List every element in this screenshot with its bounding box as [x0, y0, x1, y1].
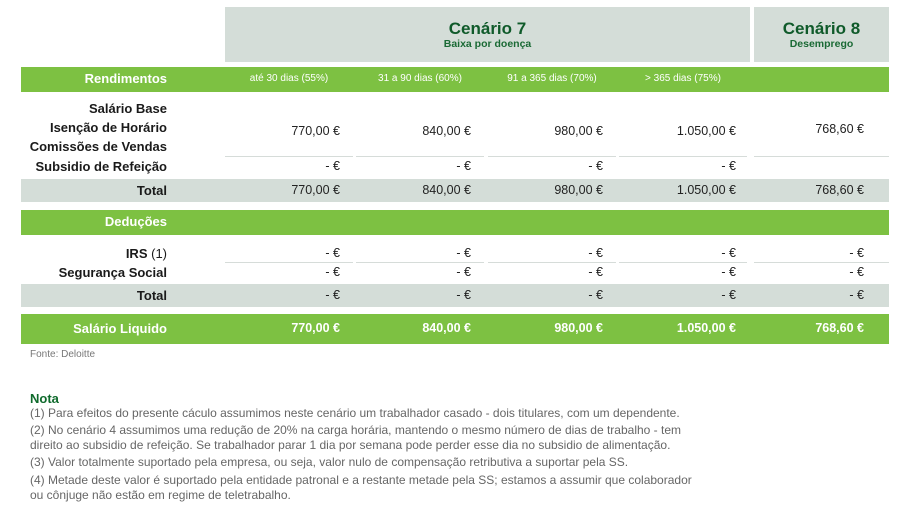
deducoes-label: Deduções [104, 214, 167, 229]
main-value-2: 840,00 € [422, 124, 471, 138]
separator [619, 262, 747, 263]
rendimentos-total-4: 1.050,00 € [676, 183, 736, 197]
source-note: Fonte: Deloitte [30, 349, 96, 360]
ss-value-1: - € [325, 265, 340, 279]
rendimentos-total-2: 840,00 € [422, 183, 471, 197]
deducoes-total-label: Total [136, 288, 167, 303]
label-subsidio-refeicao: Subsidio de Refeição [35, 159, 167, 174]
ss-value-3: - € [588, 265, 603, 279]
note-line: (3) Valor totalmente suportado pela empresa, ou seja, valor nulo de compensação retributiva a suportar pela SS. [30, 455, 629, 469]
irs-note-ref: (1) [151, 246, 167, 261]
rendimentos-label: Rendimentos [84, 71, 167, 86]
separator [225, 262, 353, 263]
column-header-1: até 30 dias (55%) [249, 73, 329, 84]
deducoes-total-3: - € [588, 288, 603, 302]
subsidio-value-1: - € [325, 159, 340, 173]
column-header-2: 31 a 90 dias (60%) [378, 73, 462, 84]
separator [356, 262, 484, 263]
liquido-value-4: 1.050,00 € [676, 321, 736, 335]
ss-value-2: - € [456, 265, 471, 279]
label-salario-base: Salário Base [88, 101, 167, 116]
separator [754, 262, 889, 263]
separator [356, 156, 484, 157]
rendimentos-row-labels [21, 99, 167, 156]
note-line: (2) No cenário 4 assumimos uma redução de 20% na carga horária, mantendo o mesmo número de dias de trabalho - tem [30, 423, 682, 437]
main-value-1: 770,00 € [291, 124, 340, 138]
main-value-5: 768,60 € [815, 122, 864, 136]
label-irs [21, 244, 167, 263]
separator [619, 156, 747, 157]
liquido-value-1: 770,00 € [291, 321, 340, 335]
irs-label: IRS [125, 246, 148, 261]
deducoes-total-1: - € [325, 288, 340, 302]
rendimentos-total-5: 768,60 € [815, 183, 864, 197]
note-line: ou cônjuge não estão em regime de teletrabalho. [30, 488, 291, 502]
deducoes-total-2: - € [456, 288, 471, 302]
note-line: (4) Metade deste valor é suportado pela entidade patronal e a restante metade pela SS; estamos a assumir que colaborador [30, 473, 692, 487]
subsidio-value-4: - € [721, 159, 736, 173]
scenario-8-header [754, 7, 889, 62]
deducoes-total-4: - € [721, 288, 736, 302]
irs-value-3: - € [588, 246, 603, 260]
liquido-value-3: 980,00 € [554, 321, 603, 335]
ss-value-5: - € [849, 265, 864, 279]
scenario-8-subtitle: Desemprego [789, 38, 854, 50]
note-line: (1) Para efeitos do presente cáculo assumimos neste cenário um trabalhador casado - dois titulares, com um dependente. [30, 406, 680, 420]
rendimentos-total-label: Total [136, 183, 167, 198]
label-seguranca-social: Segurança Social [58, 265, 167, 280]
separator [754, 156, 889, 157]
scenario-8-title: Cenário 8 [782, 19, 861, 38]
subsidio-value-3: - € [588, 159, 603, 173]
subsidio-value-2: - € [456, 159, 471, 173]
separator [488, 262, 616, 263]
separator [225, 156, 353, 157]
label-comissoes-vendas: Comissões de Vendas [29, 139, 167, 154]
scenario-7-subtitle: Baixa por doença [443, 38, 532, 50]
label-isencao-horario: Isenção de Horário [49, 120, 167, 135]
column-header-3: 91 a 365 dias (70%) [507, 73, 597, 84]
notes-section [30, 391, 770, 503]
scenario-7-header [225, 7, 750, 62]
separator [488, 156, 616, 157]
liquido-value-2: 840,00 € [422, 321, 471, 335]
note-line: direito ao subsidio de refeição. Se trabalhador parar 1 dia por semana pode perder esse dia no subsidio de alimentação. [30, 438, 671, 452]
salario-liquido-label: Salário Liquido [73, 321, 167, 336]
notes-title: Nota [30, 391, 59, 406]
irs-value-5: - € [849, 246, 864, 260]
column-header-4: > 365 dias (75%) [645, 73, 721, 84]
irs-value-1: - € [325, 246, 340, 260]
main-value-3: 980,00 € [554, 124, 603, 138]
scenario-7-title: Cenário 7 [448, 19, 527, 38]
ss-value-4: - € [721, 265, 736, 279]
deducoes-total-5: - € [849, 288, 864, 302]
main-value-4: 1.050,00 € [676, 124, 736, 138]
rendimentos-total-1: 770,00 € [291, 183, 340, 197]
rendimentos-total-3: 980,00 € [554, 183, 603, 197]
liquido-value-5: 768,60 € [815, 321, 864, 335]
irs-value-4: - € [721, 246, 736, 260]
irs-value-2: - € [456, 246, 471, 260]
